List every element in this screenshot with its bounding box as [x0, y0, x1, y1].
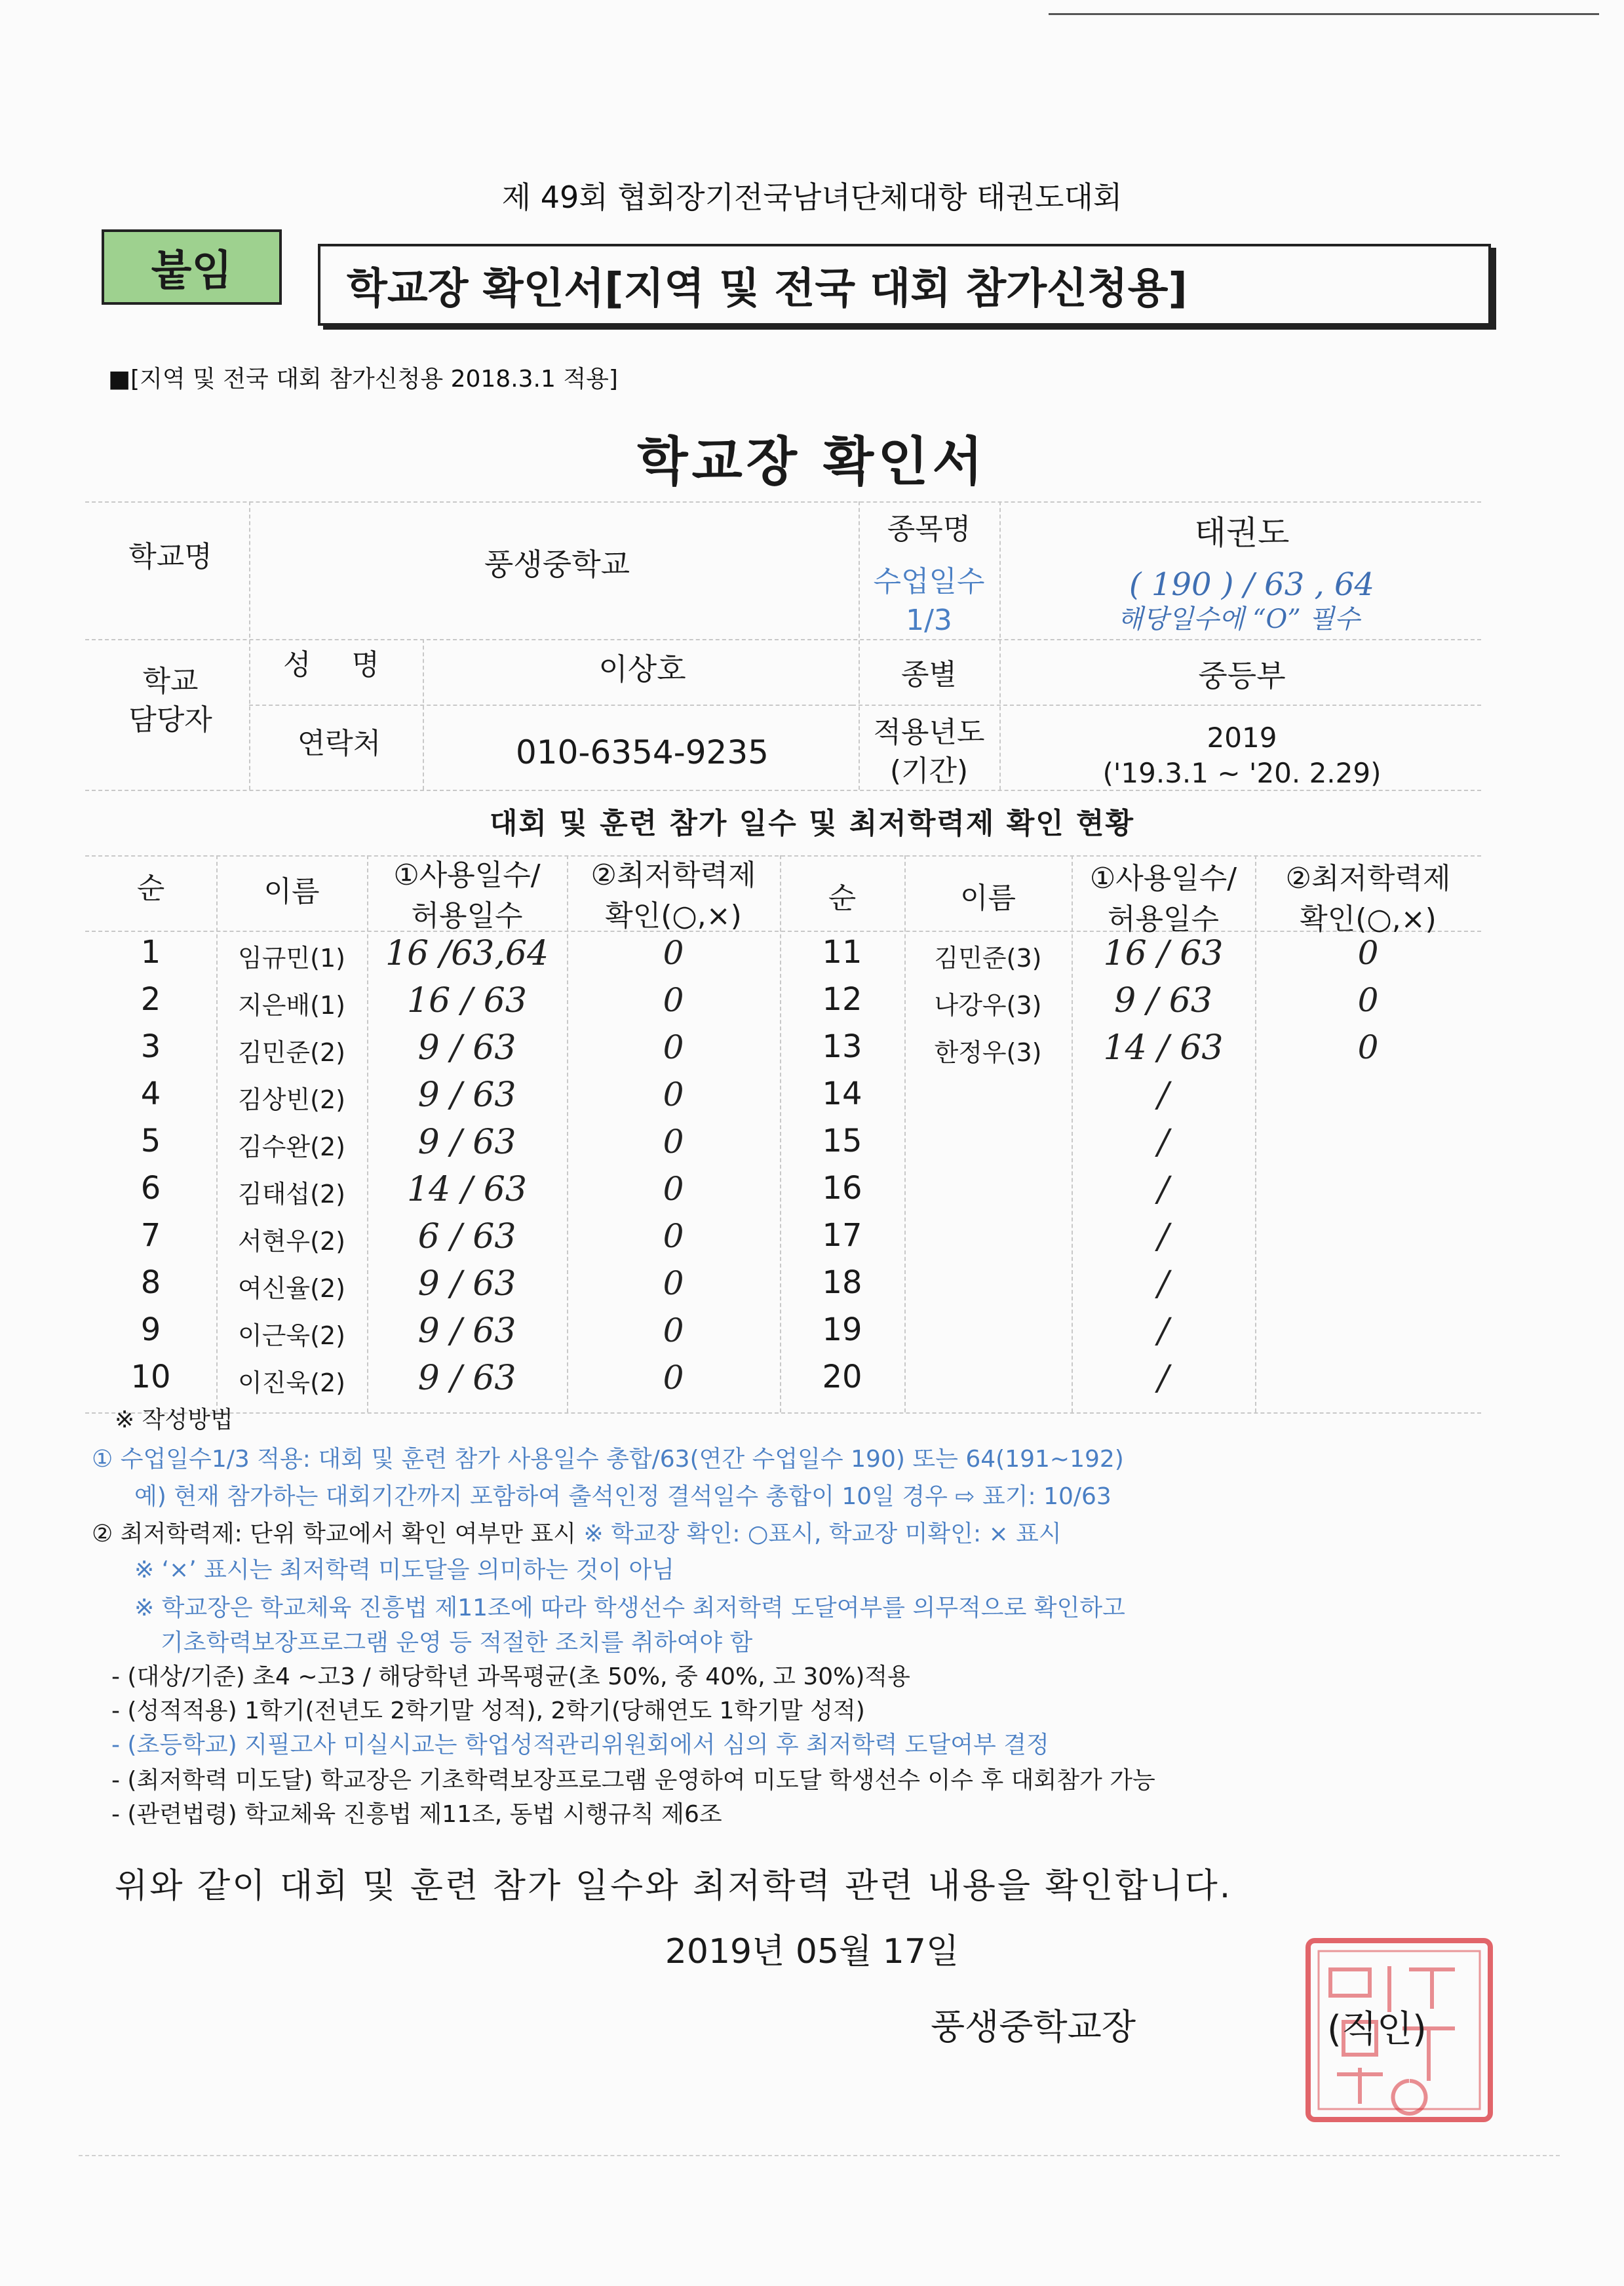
guide-line-8: - (성적적용) 1학기(전년도 2학기말 성적), 2학기(당해연도 1학기말 성적) — [111, 1697, 865, 1724]
header-name-right: 이름 — [959, 881, 1016, 915]
row-check: 0 — [1357, 934, 1379, 972]
row-days: 6 / 63 — [417, 1217, 516, 1256]
header-name: 이름 — [263, 875, 320, 908]
row-check: 0 — [663, 1264, 684, 1302]
row-name: 김민준(3) — [934, 944, 1042, 973]
row-no: 20 — [822, 1359, 862, 1395]
sport-label: 종목명 — [887, 513, 971, 546]
row-no: 11 — [822, 934, 862, 971]
row-days: / — [1157, 1170, 1169, 1209]
row-no: 12 — [822, 981, 862, 1018]
division: 중등부 — [1198, 658, 1286, 693]
class-days-label: 수업일수 1/3 — [873, 565, 985, 638]
row-check: 0 — [663, 934, 684, 972]
row-no: 14 — [822, 1075, 862, 1112]
header-days-right: ①사용일수/ 허용일수 — [1089, 862, 1237, 936]
year: 2019 — [1207, 722, 1277, 754]
document-title: 학교장 확인서 — [637, 431, 987, 492]
row-name: 이진욱(2) — [238, 1368, 345, 1397]
guide-line-4: ※ ‘×’ 표시는 최저학력 미도달을 의미하는 것이 아님 — [134, 1557, 675, 1583]
row-check: 0 — [663, 1359, 684, 1397]
bottom-rule — [79, 2155, 1560, 2156]
top-rule — [1049, 13, 1599, 15]
row-no: 16 — [822, 1170, 862, 1207]
guide-line-7: - (대상/기준) 초4 ~고3 / 해당학년 과목평균(초 50%, 중 40%, 고 30%)적용 — [111, 1663, 910, 1690]
guide-line-10: - (최저학력 미도달) 학교장은 기초학력보장프로그램 운영하여 미도달 학생선수 이수 후 대회참가 가능 — [111, 1767, 1155, 1794]
year-label: 적용년도 (기간) — [873, 716, 985, 788]
event-title: 제 49회 협회장기전국남녀단체대항 태권도대회 — [501, 180, 1123, 215]
seal-label: (직인) — [1327, 2008, 1427, 2051]
guide-line-2: 예) 현재 참가하는 대회기간까지 포함하여 출석인정 결석일수 총합이 10일 경우 ⇨ 표기: 10/63 — [134, 1483, 1112, 1510]
attachment-badge: 붙임 — [102, 229, 282, 305]
row-days: 16 / 63 — [1103, 934, 1224, 973]
row-name: 김수완(2) — [238, 1133, 345, 1161]
row-name: 여신율(2) — [238, 1274, 345, 1303]
row-days: 9 / 63 — [417, 1123, 516, 1162]
row-check: 0 — [1357, 981, 1379, 1019]
row-days: 14 / 63 — [407, 1170, 527, 1209]
row-no: 9 — [140, 1311, 161, 1348]
name-label: 성 명 — [283, 648, 395, 682]
row-name: 김태섭(2) — [238, 1180, 345, 1209]
row-no: 1 — [140, 934, 161, 971]
period: ('19.3.1 ~ '20. 2.29) — [1102, 757, 1382, 789]
row-days: / — [1157, 1075, 1169, 1115]
row-name: 한정우(3) — [934, 1038, 1042, 1067]
row-no: 7 — [140, 1217, 161, 1254]
row-days: / — [1157, 1217, 1169, 1256]
row-days: / — [1157, 1123, 1169, 1162]
school-name-label: 학교명 — [128, 540, 212, 573]
row-check: 0 — [663, 1123, 684, 1161]
row-days: 14 / 63 — [1103, 1028, 1224, 1068]
sport: 태권도 — [1194, 514, 1290, 552]
header-no: 순 — [136, 872, 165, 905]
division-label: 종별 — [900, 658, 957, 691]
row-days: 9 / 63 — [417, 1311, 516, 1351]
row-no: 6 — [140, 1170, 161, 1207]
guide-line-11: - (관련법령) 학교체육 진흥법 제11조, 동법 시행규칙 제6조 — [111, 1801, 722, 1828]
row-name: 나강우(3) — [934, 991, 1042, 1020]
row-no: 15 — [822, 1123, 862, 1159]
row-no: 17 — [822, 1217, 862, 1254]
apply-note: ■[지역 및 전국 대회 참가신청용 2018.3.1 적용] — [108, 366, 618, 393]
row-name: 김민준(2) — [238, 1038, 345, 1067]
row-name: 임규민(1) — [238, 944, 345, 973]
row-check: 0 — [663, 1170, 684, 1208]
guide-line-1: ① 수업일수1/3 적용: 대회 및 훈련 참가 사용일수 총합/63(연간 수업일수 190) 또는 64(191~192) — [92, 1446, 1124, 1473]
row-check: 0 — [663, 1075, 684, 1114]
row-name: 이근욱(2) — [238, 1321, 345, 1350]
row-no: 2 — [140, 981, 161, 1018]
guide-title: ※ 작성방법 — [115, 1406, 233, 1433]
row-check: 0 — [663, 981, 684, 1019]
row-check: 0 — [663, 1028, 684, 1066]
form-title-box: 학교장 확인서[지역 및 전국 대회 참가신청용] — [318, 244, 1491, 326]
guide-line-9: - (초등학교) 지필고사 미실시교는 학업성적관리위원회에서 심의 후 최저학력 도달여부 결정 — [111, 1732, 1049, 1758]
school-name: 풍생중학교 — [484, 547, 630, 582]
class-days-note: 해당일수에 “O” 필수 — [1117, 604, 1360, 634]
header-check-right: ②최저학력제 확인(○,×) — [1285, 862, 1451, 936]
row-days: 9 / 63 — [417, 1075, 516, 1115]
header-no-right: 순 — [828, 881, 857, 915]
confirm-date: 2019년 05월 17일 — [665, 1932, 959, 1971]
row-no: 8 — [140, 1264, 161, 1301]
row-no: 13 — [822, 1028, 862, 1065]
row-name: 김상빈(2) — [238, 1085, 345, 1114]
row-check: 0 — [663, 1311, 684, 1349]
row-no: 3 — [140, 1028, 161, 1065]
confirm-sentence: 위와 같이 대회 및 훈련 참가 일수와 최저학력 관련 내용을 확인합니다. — [115, 1867, 1233, 1906]
row-name: 서현우(2) — [238, 1227, 345, 1256]
class-days-value: ( 190 ) / 63 , 64 — [1129, 566, 1375, 603]
row-no: 10 — [130, 1359, 171, 1395]
manager-label: 학교 담당자 — [128, 665, 212, 737]
row-days: / — [1157, 1264, 1169, 1304]
row-name: 지은배(1) — [238, 991, 345, 1020]
row-check: 0 — [663, 1217, 684, 1255]
row-days: 9 / 63 — [417, 1264, 516, 1304]
guide-line-6: 기초학력보장프로그램 운영 등 적절한 조치를 취하여야 함 — [161, 1629, 753, 1656]
row-days: 9 / 63 — [417, 1028, 516, 1068]
guide-line-3: ② 최저학력제: 단위 학교에서 확인 여부만 표시 ※ 학교장 확인: ○표시, 학교장 미확인: × 표시 — [92, 1521, 1062, 1547]
section-title: 대회 및 훈련 참가 일수 및 최저학력제 확인 현황 — [489, 807, 1135, 840]
header-days: ①사용일수/ 허용일수 — [393, 859, 541, 933]
row-days: / — [1157, 1359, 1169, 1398]
contact: 010-6354-9235 — [515, 733, 769, 771]
header-check: ②최저학력제 확인(○,×) — [590, 859, 756, 933]
row-days: 16 /63,64 — [385, 934, 549, 973]
manager-name: 이상호 — [598, 651, 686, 687]
row-no: 19 — [822, 1311, 862, 1348]
row-no: 4 — [140, 1075, 161, 1112]
contact-label: 연락처 — [297, 727, 381, 760]
row-days: / — [1157, 1311, 1169, 1351]
row-days: 9 / 63 — [417, 1359, 516, 1398]
principal-title: 풍생중학교장 — [931, 2006, 1136, 2047]
row-days: 9 / 63 — [1114, 981, 1212, 1020]
row-days: 16 / 63 — [407, 981, 527, 1020]
guide-line-5: ※ 학교장은 학교체육 진흥법 제11조에 따라 학생선수 최저학력 도달여부를 의무적으로 확인하고 — [134, 1595, 1125, 1621]
row-no: 18 — [822, 1264, 862, 1301]
row-no: 5 — [140, 1123, 161, 1159]
row-check: 0 — [1357, 1028, 1379, 1066]
